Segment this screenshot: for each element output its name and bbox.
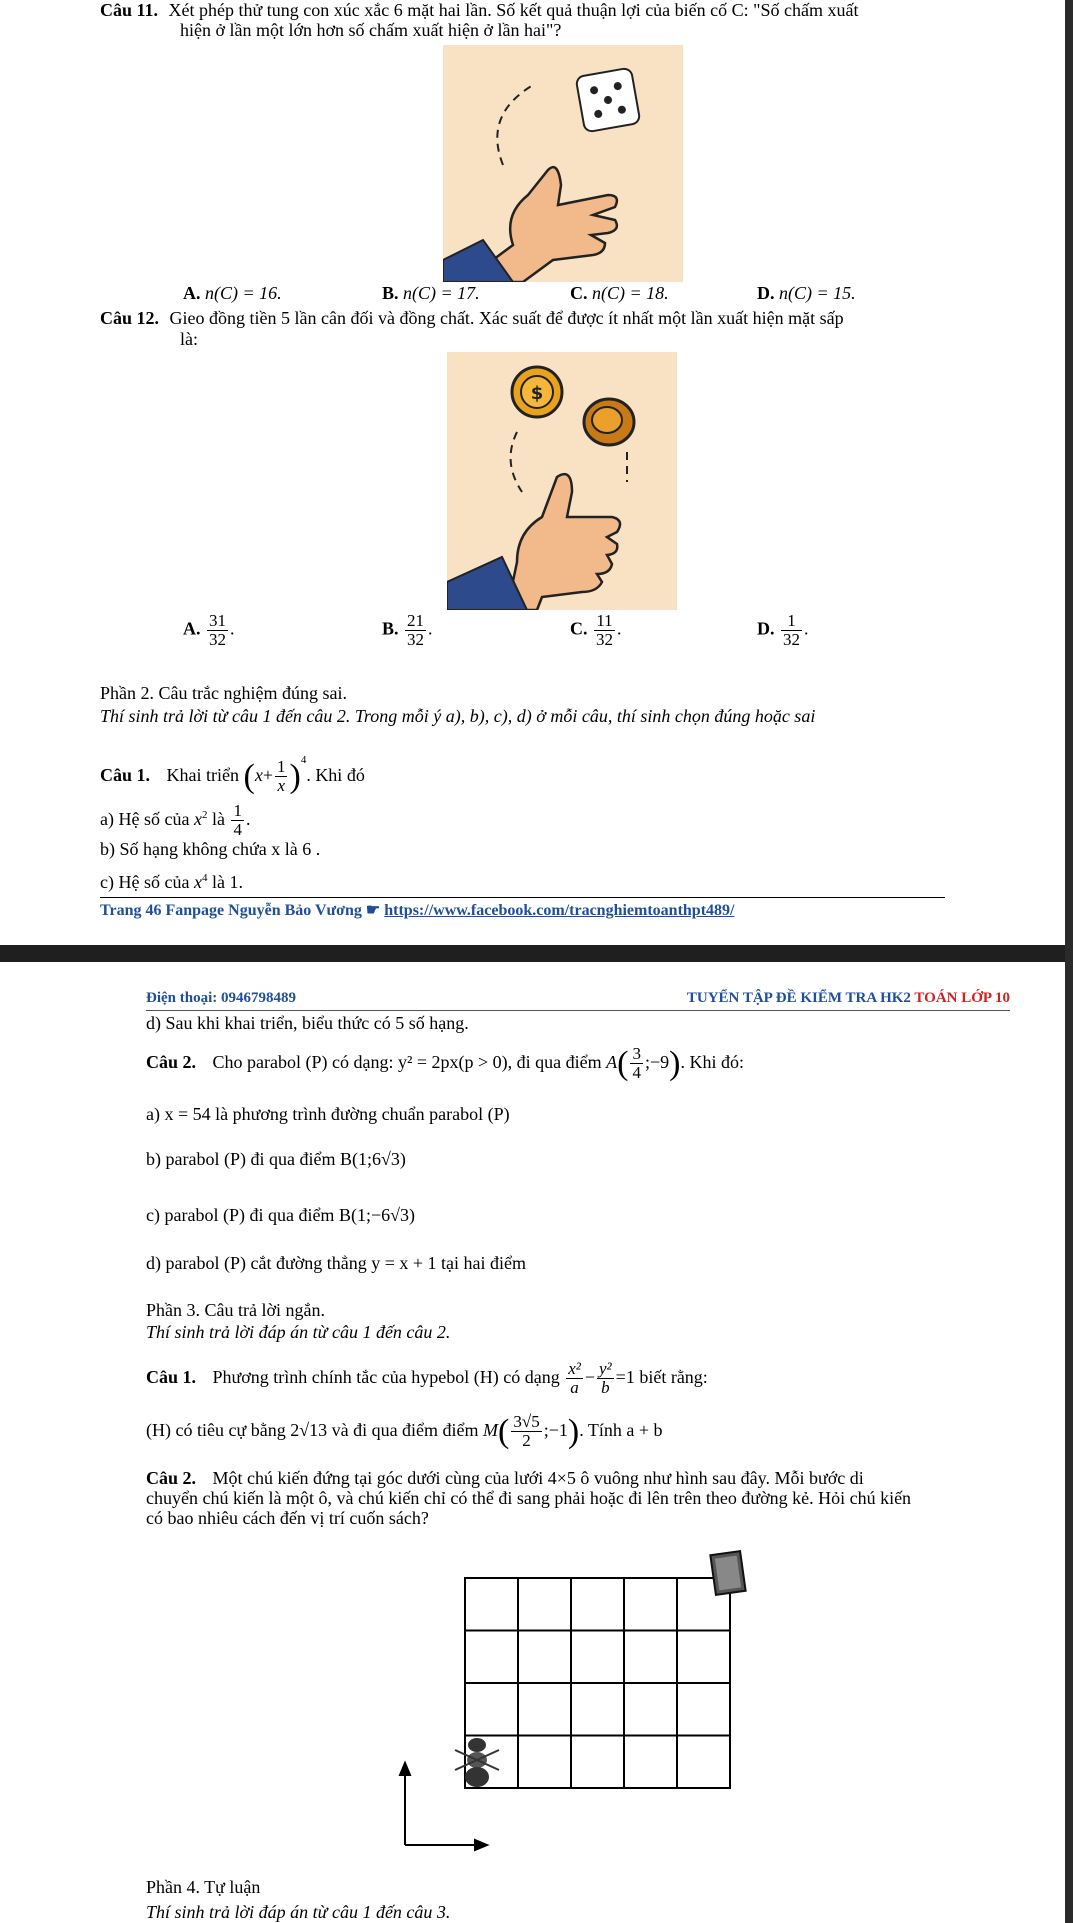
fraction — [207, 612, 228, 649]
statement-a[interactable]: a) Hệ số của $x^2$ là $\frac{1}{4}$ . — [100, 801, 251, 840]
statement-text: là 1. — [211, 872, 243, 892]
option-a[interactable]: A. $\frac{31}{32}$ . — [183, 611, 235, 649]
denominator: 32 — [596, 630, 613, 649]
exponent: 2 — [201, 809, 208, 821]
statement-c[interactable] — [100, 868, 243, 892]
statement-text: c) Hệ số của — [100, 872, 190, 892]
option-value: n(C) = 15. — [779, 283, 856, 303]
fraction — [566, 1360, 583, 1397]
part3-question-1: Câu 1. Phương trình chính tắc của hypebol (H) có dạng $\frac{\text{x²}}{a}$ − $\frac{\text{y²}}{b}$ =1 biết rằng: — [146, 1359, 708, 1398]
question-label: Câu 1. — [100, 765, 151, 785]
question-label: Câu 12. — [100, 308, 160, 328]
hand-throwing-dice-icon — [443, 45, 683, 282]
denominator: 4 — [233, 820, 242, 840]
statement-b[interactable]: b) Số hạng không chứa x là 6 . — [100, 839, 321, 859]
question-text-line2: chuyển chú kiến là một ô, và chú kiến chỉ có thể đi sang phải hoặc đi lên trên theo đường kẻ. Hỏi chú kiến — [146, 1488, 912, 1508]
question-text: Cho parabol (P) có dạng: y² = 2px(p > 0), đi qua điểm — [212, 1052, 602, 1072]
page-46 — [0, 0, 1073, 945]
denominator: a — [570, 1378, 579, 1398]
expression-paren: ) — [289, 757, 301, 795]
denominator: 2 — [522, 1431, 531, 1451]
page-separator — [0, 945, 1073, 962]
option-d[interactable]: D. $\frac{1}{32}$ . — [757, 611, 809, 649]
point-paren: ( — [498, 1412, 510, 1450]
denominator: 32 — [407, 630, 425, 649]
section-title: Phần 2. Câu trắc nghiệm đúng sai. — [100, 683, 347, 703]
ant-icon — [455, 1738, 499, 1787]
option-b[interactable]: B. $\frac{21}{32}$ . — [382, 611, 433, 649]
numerator: 21 — [407, 611, 425, 630]
question-label: Câu 2. — [146, 1468, 197, 1488]
question-text-line2: hiện ở lần một lớn hơn số chấm xuất hiện ở lần hai"? — [180, 20, 562, 40]
numerator: 11 — [594, 612, 615, 631]
fraction — [405, 612, 426, 649]
denominator: 4 — [632, 1063, 641, 1083]
option-key: A. — [183, 618, 201, 639]
coin-toss-illustration — [447, 352, 677, 610]
option-key: A. — [183, 283, 201, 303]
option-key: B. — [382, 618, 399, 639]
question-text: . Khi đó — [306, 765, 365, 785]
question-label: Câu 1. — [146, 1367, 197, 1387]
question-label: Câu 2. — [146, 1052, 197, 1072]
scrollbar-edge — [1065, 0, 1073, 1923]
option-key: C. — [570, 283, 588, 303]
statement-b[interactable]: b) parabol (P) đi qua điểm B(1;6√3) — [146, 1149, 406, 1169]
question-11 — [100, 0, 1000, 20]
page-footer — [100, 897, 945, 920]
statement-text: a) Hệ số của — [100, 809, 190, 829]
part2-question-1: Câu 1. Khai triển (x+ $\frac{1}{x}$ )$^4$. Khi đó — [100, 754, 365, 796]
fraction — [597, 1360, 614, 1397]
hand-tossing-coin-icon — [447, 352, 677, 610]
denominator: x — [277, 776, 285, 796]
numerator: 3√5 — [513, 1412, 540, 1432]
numerator: 31 — [209, 611, 226, 630]
exponent: 4 — [201, 872, 208, 884]
question-text: (H) có tiêu cự bằng 2√13 và đi qua điểm điểm — [146, 1420, 479, 1440]
option-key: D. — [757, 283, 775, 303]
option-c[interactable]: C. $\frac{11}{32}$ . — [570, 611, 622, 649]
question-text: . Khi đó: — [680, 1052, 744, 1072]
statement-d[interactable]: d) parabol (P) cắt đường thẳng y = x + 1 tại hai điểm — [146, 1253, 526, 1273]
expression-paren: ( — [243, 757, 255, 795]
section-instructions: Thí sinh trả lời từ câu 1 đến câu 2. Trong mỗi ý a), b), c), d) ở mỗi câu, thí sinh chọn đúng hoặc sai — [100, 706, 816, 726]
section-instructions: Thí sinh trả lời đáp án từ câu 1 đến câu 2. — [146, 1322, 451, 1342]
expression-x: x — [254, 765, 263, 785]
statement-d[interactable]: d) Sau khi khai triển, biểu thức có 5 số hạng. — [146, 1013, 469, 1033]
option-a[interactable] — [183, 283, 282, 304]
numerator: x² — [568, 1359, 581, 1379]
part3-question-2 — [146, 1468, 1006, 1488]
exponent: 4 — [300, 754, 307, 766]
page-header — [146, 990, 1010, 1011]
term-x: x — [193, 872, 202, 892]
point-paren: ) — [669, 1044, 681, 1082]
ant-grid-figure — [395, 1545, 755, 1860]
book-icon — [710, 1551, 745, 1595]
statement-a[interactable]: a) x = 54 là phương trình đường chuẩn parabol (P) — [146, 1104, 510, 1124]
option-b[interactable] — [382, 283, 480, 304]
point-paren: ( — [617, 1044, 629, 1082]
facebook-link[interactable]: https://www.facebook.com/tracnghiemtoanthpt489/ — [384, 902, 735, 919]
numerator: 1 — [276, 757, 286, 777]
option-d[interactable] — [757, 283, 856, 304]
option-value: n(C) = 16. — [205, 283, 282, 303]
numerator: 1 — [781, 612, 802, 631]
fraction — [781, 612, 802, 649]
denominator: 32 — [783, 630, 800, 649]
dice-hand-illustration — [443, 45, 683, 282]
numerator: y² — [599, 1359, 612, 1379]
svg-text:$: $ — [530, 383, 544, 404]
fraction — [630, 1045, 643, 1082]
point-paren: ) — [567, 1412, 580, 1450]
option-key: D. — [757, 618, 775, 639]
fraction — [594, 612, 615, 649]
point-label: M — [483, 1420, 499, 1440]
question-text: Khai triển — [166, 765, 239, 785]
question-text: Phương trình chính tắc của hypebol (H) có dạng — [212, 1367, 560, 1387]
part2-question-2: Câu 2. Cho parabol (P) có dạng: y² = 2px(p > 0), đi qua điểm A( $\frac{3}{4}$ ;−9). Khi đó: — [146, 1044, 744, 1083]
numerator: 3 — [632, 1044, 641, 1064]
term-x: x — [193, 809, 202, 829]
question-12 — [100, 308, 1000, 328]
question-text: Gieo đồng tiền 5 lần cân đối và đồng chất. Xác suất để được ít nhất một lần xuất hiện mặt sấp — [169, 308, 844, 328]
question-text: biết rằng: — [639, 1367, 708, 1387]
question-text: . Tính a + b — [579, 1420, 663, 1440]
question-label: Câu 11. — [100, 0, 159, 20]
question-text: Một chú kiến đứng tại góc dưới cùng của lưới 4×5 ô vuông như hình sau đây. Mỗi bước di — [212, 1468, 864, 1488]
section-title: Phần 4. Tự luận — [146, 1877, 261, 1897]
option-key: B. — [382, 283, 399, 303]
fraction — [231, 802, 244, 839]
option-c[interactable] — [570, 283, 669, 304]
section-instructions: Thí sinh trả lời đáp án từ câu 1 đến câu 3. — [146, 1902, 451, 1922]
numerator: 1 — [233, 801, 242, 821]
fraction — [511, 1413, 541, 1450]
title-grade: TOÁN LỚP 10 — [914, 990, 1010, 1006]
title-main: TUYỂN TẬP ĐỀ KIỂM TRA HK2 — [686, 990, 911, 1006]
denominator: 32 — [209, 630, 226, 649]
collection-title — [687, 990, 1010, 1007]
option-value: n(C) = 18. — [592, 283, 669, 303]
denominator: b — [601, 1378, 610, 1398]
part3-question-1-line2: (H) có tiêu cự bằng 2√13 và đi qua điểm điểm M( $\frac{3√5}{2}$ ;−1). Tính a + b — [146, 1412, 663, 1451]
phone-number: Điện thoại: 0946798489 — [146, 990, 296, 1006]
option-value: n(C) = 17. — [403, 283, 480, 303]
statement-text: là — [211, 809, 225, 829]
statement-c[interactable]: c) parabol (P) đi qua điểm B(1;−6√3) — [146, 1205, 415, 1225]
footer-text: Trang 46 Fanpage Nguyễn Bảo Vương ☛ — [100, 902, 381, 919]
question-text: Xét phép thử tung con xúc xắc 6 mặt hai lần. Số kết quả thuận lợi của biến cố C: "Số chấm xuất — [168, 0, 859, 20]
option-key: C. — [570, 618, 588, 639]
point-label: A — [606, 1052, 618, 1072]
question-text-line2: là: — [180, 329, 198, 349]
question-text-line3: có bao nhiêu cách đến vị trí cuốn sách? — [146, 1508, 429, 1528]
section-title: Phần 3. Câu trả lời ngắn. — [146, 1300, 325, 1320]
fraction — [275, 758, 288, 795]
